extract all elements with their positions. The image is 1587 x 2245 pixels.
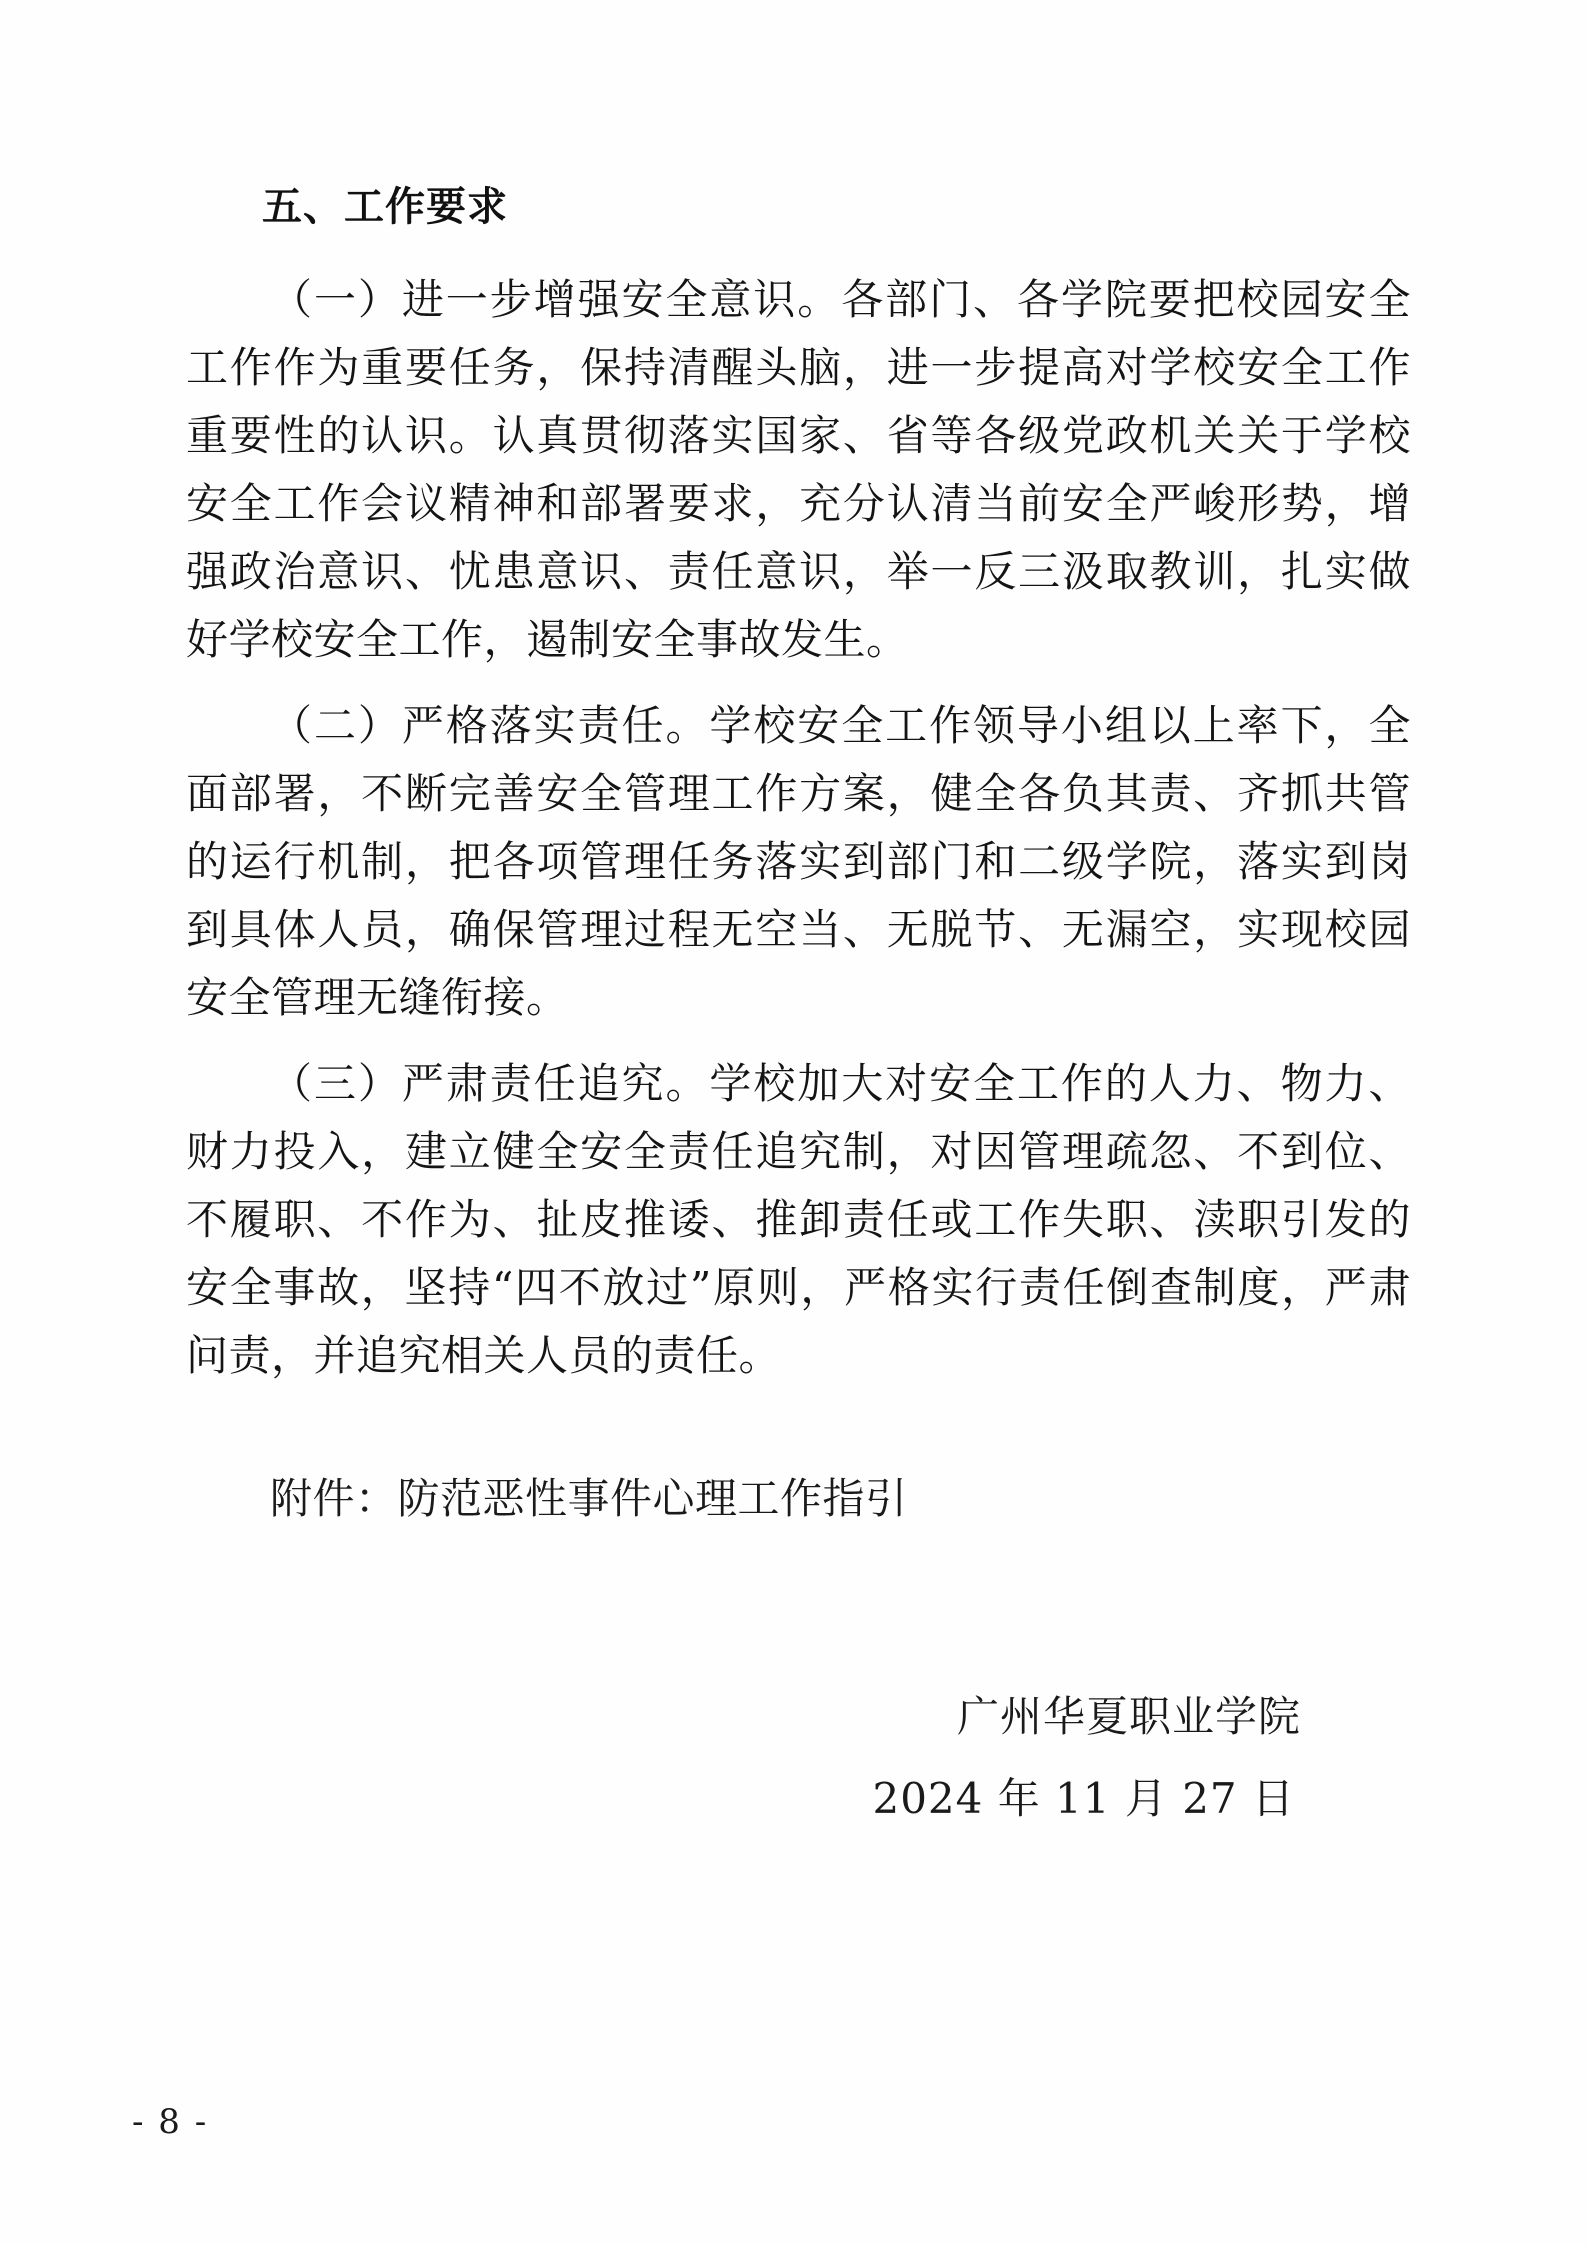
paragraph-one: （一）进一步增强安全意识。各部门、各学院要把校园安全工作作为重要任务，保持清醒头脑，进一步提高对学校安全工作重要性的认识。认真贯彻落实国家、省等各级党政机关关于学校安全工作会议精神和部署要求，充分认清当前安全严峻形势，增强政治意识、忧患意识、责任意识，举一反三汲取教训，扎实做好学校安全工作，遏制安全事故发生。 (186, 275, 1411, 665)
document-body (186, 175, 1411, 1833)
paragraph-three: （三）严肃责任追究。学校加大对安全工作的人力、物力、财力投入，建立健全安全责任追究制，对因管理疏忽、不到位、不履职、不作为、扯皮推诿、推卸责任或工作失职、渎职引发的安全事故，坚持“四不放过”原则，严格实行责任倒查制度，严肃问责，并追究相关人员的责任。 (186, 1059, 1411, 1381)
attachment-line: 附件：防范恶性事件心理工作指引 (270, 1473, 908, 1523)
signature-organization: 广州华夏职业学院 (956, 1691, 1301, 1741)
paragraph-two: （二）严格落实责任。学校安全工作领导小组以上率下，全面部署，不断完善安全管理工作方案，健全各负其责、齐抓共管的运行机制，把各项管理任务落实到部门和二级学院，落实到岗到具体人员，确保管理过程无空当、无脱节、无漏空，实现校园安全管理无缝衔接。 (186, 701, 1411, 1023)
page-number: - 8 - (132, 2102, 209, 2142)
section-heading: 五、工作要求 (262, 184, 508, 230)
signature-date: 2024 年 11 月 27 日 (872, 1773, 1295, 1823)
signature-block (186, 1683, 1411, 1833)
